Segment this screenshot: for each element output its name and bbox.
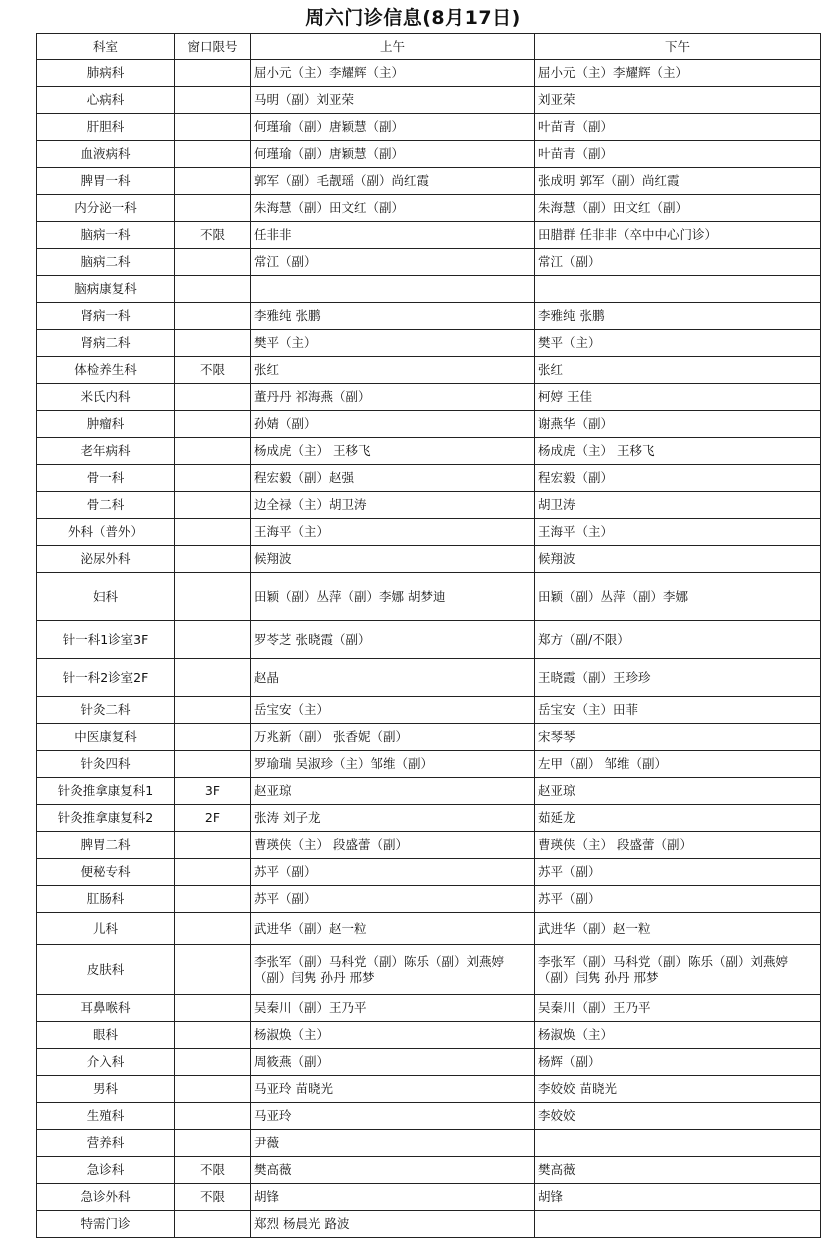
table-row	[37, 778, 821, 805]
morning-cell: 马亚玲	[251, 1103, 535, 1130]
window-limit-cell	[175, 621, 251, 659]
window-limit-cell	[175, 438, 251, 465]
table-row	[37, 659, 821, 697]
morning-cell: 张红	[251, 357, 535, 384]
morning-cell: 王海平（主）	[251, 519, 535, 546]
afternoon-cell: 宋琴琴	[535, 724, 821, 751]
morning-cell: 樊平（主）	[251, 330, 535, 357]
header-row	[37, 34, 821, 60]
table-row	[37, 303, 821, 330]
morning-cell: 曹瑛侠（主） 段盛蕾（副）	[251, 832, 535, 859]
table-row	[37, 87, 821, 114]
window-limit-cell	[175, 114, 251, 141]
afternoon-cell	[535, 1211, 821, 1238]
window-limit-cell	[175, 60, 251, 87]
table-row	[37, 724, 821, 751]
table-row	[37, 357, 821, 384]
department-cell: 肛肠科	[37, 886, 175, 913]
morning-cell: 程宏毅（副）赵强	[251, 465, 535, 492]
department-cell: 中医康复科	[37, 724, 175, 751]
afternoon-cell: 赵亚琼	[535, 778, 821, 805]
afternoon-cell: 李姣姣 苗晓光	[535, 1076, 821, 1103]
department-cell: 妇科	[37, 573, 175, 621]
department-cell: 急诊外科	[37, 1184, 175, 1211]
morning-cell: 候翔波	[251, 546, 535, 573]
morning-cell: 岳宝安（主）	[251, 697, 535, 724]
department-cell: 内分泌一科	[37, 195, 175, 222]
morning-cell: 苏平（副）	[251, 859, 535, 886]
afternoon-cell: 李张军（副）马科党（副）陈乐（副）刘燕婷（副）闫隽 孙丹 邢梦	[535, 945, 821, 995]
department-cell: 体检养生科	[37, 357, 175, 384]
window-limit-cell	[175, 330, 251, 357]
schedule-table	[36, 33, 821, 1238]
window-limit-cell: 3F	[175, 778, 251, 805]
table-row	[37, 1211, 821, 1238]
department-cell: 血液病科	[37, 141, 175, 168]
department-cell: 外科（普外）	[37, 519, 175, 546]
afternoon-cell: 曹瑛侠（主） 段盛蕾（副）	[535, 832, 821, 859]
department-cell: 便秘专科	[37, 859, 175, 886]
department-cell: 米氏内科	[37, 384, 175, 411]
afternoon-cell: 李雅纯 张鹏	[535, 303, 821, 330]
window-limit-cell	[175, 465, 251, 492]
morning-cell: 万兆新（副） 张香妮（副）	[251, 724, 535, 751]
table-row	[37, 995, 821, 1022]
table-row	[37, 573, 821, 621]
morning-cell: 边全禄（主）胡卫涛	[251, 492, 535, 519]
window-limit-cell	[175, 141, 251, 168]
afternoon-cell	[535, 1130, 821, 1157]
department-cell: 脑病一科	[37, 222, 175, 249]
department-cell: 心病科	[37, 87, 175, 114]
window-limit-cell	[175, 1022, 251, 1049]
window-limit-cell	[175, 1130, 251, 1157]
table-row	[37, 1049, 821, 1076]
afternoon-cell: 田颖（副）丛萍（副）李娜	[535, 573, 821, 621]
afternoon-cell: 杨辉（副）	[535, 1049, 821, 1076]
table-row	[37, 330, 821, 357]
morning-cell: 李张军（副）马科党（副）陈乐（副）刘燕婷（副）闫隽 孙丹 邢梦	[251, 945, 535, 995]
window-limit-cell	[175, 1211, 251, 1238]
window-limit-cell	[175, 913, 251, 945]
window-limit-cell	[175, 697, 251, 724]
table-row	[37, 1157, 821, 1184]
afternoon-cell: 柯婷 王佳	[535, 384, 821, 411]
afternoon-cell: 叶苗青（副）	[535, 141, 821, 168]
morning-cell: 郑烈 杨晨光 路波	[251, 1211, 535, 1238]
afternoon-cell: 樊平（主）	[535, 330, 821, 357]
afternoon-cell: 刘亚荣	[535, 87, 821, 114]
afternoon-cell: 王海平（主）	[535, 519, 821, 546]
window-limit-cell	[175, 659, 251, 697]
table-row	[37, 168, 821, 195]
window-limit-cell	[175, 546, 251, 573]
afternoon-cell: 岳宝安（主）田菲	[535, 697, 821, 724]
department-cell: 肾病二科	[37, 330, 175, 357]
header-department: 科室	[37, 34, 175, 60]
window-limit-cell	[175, 168, 251, 195]
morning-cell: 田颖（副）丛萍（副）李娜 胡梦迪	[251, 573, 535, 621]
afternoon-cell: 茹延龙	[535, 805, 821, 832]
morning-cell: 常江（副）	[251, 249, 535, 276]
department-cell: 脑病二科	[37, 249, 175, 276]
window-limit-cell: 不限	[175, 222, 251, 249]
window-limit-cell	[175, 303, 251, 330]
morning-cell	[251, 276, 535, 303]
window-limit-cell	[175, 886, 251, 913]
afternoon-cell: 苏平（副）	[535, 859, 821, 886]
morning-cell: 朱海慧（副）田文红（副）	[251, 195, 535, 222]
window-limit-cell	[175, 859, 251, 886]
window-limit-cell	[175, 87, 251, 114]
morning-cell: 尹薇	[251, 1130, 535, 1157]
page-title: 周六门诊信息(8月17日)	[305, 7, 521, 29]
afternoon-cell: 常江（副）	[535, 249, 821, 276]
department-cell: 皮肤科	[37, 945, 175, 995]
table-row	[37, 438, 821, 465]
afternoon-cell: 武进华（副）赵一粒	[535, 913, 821, 945]
window-limit-cell: 不限	[175, 1184, 251, 1211]
morning-cell: 赵亚琼	[251, 778, 535, 805]
table-row	[37, 546, 821, 573]
morning-cell: 苏平（副）	[251, 886, 535, 913]
department-cell: 肾病一科	[37, 303, 175, 330]
department-cell: 肝胆科	[37, 114, 175, 141]
morning-cell: 赵晶	[251, 659, 535, 697]
table-row	[37, 832, 821, 859]
header-window-limit: 窗口限号	[175, 34, 251, 60]
window-limit-cell	[175, 195, 251, 222]
window-limit-cell	[175, 1103, 251, 1130]
morning-cell: 何瑾瑜（副）唐颖慧（副）	[251, 141, 535, 168]
afternoon-cell: 候翔波	[535, 546, 821, 573]
table-row	[37, 276, 821, 303]
table-row	[37, 222, 821, 249]
morning-cell: 李雅纯 张鹏	[251, 303, 535, 330]
afternoon-cell: 屈小元（主）李耀辉（主）	[535, 60, 821, 87]
afternoon-cell: 胡卫涛	[535, 492, 821, 519]
department-cell: 特需门诊	[37, 1211, 175, 1238]
afternoon-cell	[535, 276, 821, 303]
table-row	[37, 384, 821, 411]
morning-cell: 罗苓芝 张晓霞（副）	[251, 621, 535, 659]
department-cell: 针一科2诊室2F	[37, 659, 175, 697]
afternoon-cell: 吴秦川（副）王乃平	[535, 995, 821, 1022]
department-cell: 针一科1诊室3F	[37, 621, 175, 659]
morning-cell: 杨成虎（主） 王移飞	[251, 438, 535, 465]
table-row	[37, 945, 821, 995]
table-row	[37, 249, 821, 276]
afternoon-cell: 樊高薇	[535, 1157, 821, 1184]
morning-cell: 周筱燕（副）	[251, 1049, 535, 1076]
table-row	[37, 859, 821, 886]
table-row	[37, 60, 821, 87]
department-cell: 脾胃二科	[37, 832, 175, 859]
department-cell: 眼科	[37, 1022, 175, 1049]
afternoon-cell: 张红	[535, 357, 821, 384]
morning-cell: 武进华（副）赵一粒	[251, 913, 535, 945]
department-cell: 肿瘤科	[37, 411, 175, 438]
table-row	[37, 621, 821, 659]
table-row	[37, 411, 821, 438]
morning-cell: 马亚玲 苗晓光	[251, 1076, 535, 1103]
afternoon-cell: 朱海慧（副）田文红（副）	[535, 195, 821, 222]
department-cell: 急诊科	[37, 1157, 175, 1184]
morning-cell: 屈小元（主）李耀辉（主）	[251, 60, 535, 87]
department-cell: 耳鼻喉科	[37, 995, 175, 1022]
table-row	[37, 1184, 821, 1211]
morning-cell: 樊高薇	[251, 1157, 535, 1184]
afternoon-cell: 谢燕华（副）	[535, 411, 821, 438]
table-row	[37, 1022, 821, 1049]
afternoon-cell: 杨淑焕（主）	[535, 1022, 821, 1049]
window-limit-cell	[175, 573, 251, 621]
department-cell: 老年病科	[37, 438, 175, 465]
table-row	[37, 751, 821, 778]
department-cell: 男科	[37, 1076, 175, 1103]
window-limit-cell	[175, 492, 251, 519]
afternoon-cell: 胡锋	[535, 1184, 821, 1211]
window-limit-cell: 不限	[175, 1157, 251, 1184]
afternoon-cell: 王晓霞（副）王珍珍	[535, 659, 821, 697]
table-row	[37, 519, 821, 546]
afternoon-cell: 叶苗青（副）	[535, 114, 821, 141]
window-limit-cell: 不限	[175, 357, 251, 384]
window-limit-cell	[175, 1076, 251, 1103]
window-limit-cell	[175, 384, 251, 411]
table-row	[37, 1130, 821, 1157]
header-morning: 上午	[251, 34, 535, 60]
department-cell: 肺病科	[37, 60, 175, 87]
table-row	[37, 1076, 821, 1103]
morning-cell: 胡锋	[251, 1184, 535, 1211]
afternoon-cell: 杨成虎（主） 王移飞	[535, 438, 821, 465]
table-row	[37, 913, 821, 945]
afternoon-cell: 李姣姣	[535, 1103, 821, 1130]
department-cell: 营养科	[37, 1130, 175, 1157]
window-limit-cell	[175, 995, 251, 1022]
afternoon-cell: 郑方（副/不限）	[535, 621, 821, 659]
table-row	[37, 114, 821, 141]
department-cell: 骨二科	[37, 492, 175, 519]
morning-cell: 郭军（副）毛靓瑶（副）尚红霞	[251, 168, 535, 195]
window-limit-cell	[175, 519, 251, 546]
department-cell: 脾胃一科	[37, 168, 175, 195]
morning-cell: 罗瑜瑞 吴淑珍（主）邹维（副）	[251, 751, 535, 778]
schedule-body	[37, 60, 821, 1238]
afternoon-cell: 程宏毅（副）	[535, 465, 821, 492]
table-row	[37, 886, 821, 913]
department-cell: 骨一科	[37, 465, 175, 492]
window-limit-cell	[175, 724, 251, 751]
department-cell: 儿科	[37, 913, 175, 945]
table-row	[37, 465, 821, 492]
header-afternoon: 下午	[535, 34, 821, 60]
table-row	[37, 141, 821, 168]
window-limit-cell	[175, 1049, 251, 1076]
table-row	[37, 805, 821, 832]
window-limit-cell	[175, 832, 251, 859]
morning-cell: 何瑾瑜（副）唐颖慧（副）	[251, 114, 535, 141]
window-limit-cell	[175, 411, 251, 438]
morning-cell: 张涛 刘子龙	[251, 805, 535, 832]
morning-cell: 马明（副）刘亚荣	[251, 87, 535, 114]
afternoon-cell: 左甲（副） 邹维（副）	[535, 751, 821, 778]
department-cell: 脑病康复科	[37, 276, 175, 303]
table-row	[37, 492, 821, 519]
department-cell: 针灸推拿康复科1	[37, 778, 175, 805]
table-row	[37, 1103, 821, 1130]
window-limit-cell	[175, 276, 251, 303]
department-cell: 针灸推拿康复科2	[37, 805, 175, 832]
afternoon-cell: 苏平（副）	[535, 886, 821, 913]
afternoon-cell: 田腊群 任非非（卒中中心门诊）	[535, 222, 821, 249]
table-row	[37, 195, 821, 222]
department-cell: 针灸四科	[37, 751, 175, 778]
department-cell: 针灸二科	[37, 697, 175, 724]
window-limit-cell	[175, 945, 251, 995]
morning-cell: 吴秦川（副）王乃平	[251, 995, 535, 1022]
window-limit-cell	[175, 751, 251, 778]
afternoon-cell: 张成明 郭军（副）尚红霞	[535, 168, 821, 195]
table-row	[37, 697, 821, 724]
morning-cell: 杨淑焕（主）	[251, 1022, 535, 1049]
morning-cell: 董丹丹 祁海燕（副）	[251, 384, 535, 411]
department-cell: 泌尿外科	[37, 546, 175, 573]
window-limit-cell: 2F	[175, 805, 251, 832]
window-limit-cell	[175, 249, 251, 276]
department-cell: 生殖科	[37, 1103, 175, 1130]
morning-cell: 孙婧（副）	[251, 411, 535, 438]
department-cell: 介入科	[37, 1049, 175, 1076]
morning-cell: 任非非	[251, 222, 535, 249]
